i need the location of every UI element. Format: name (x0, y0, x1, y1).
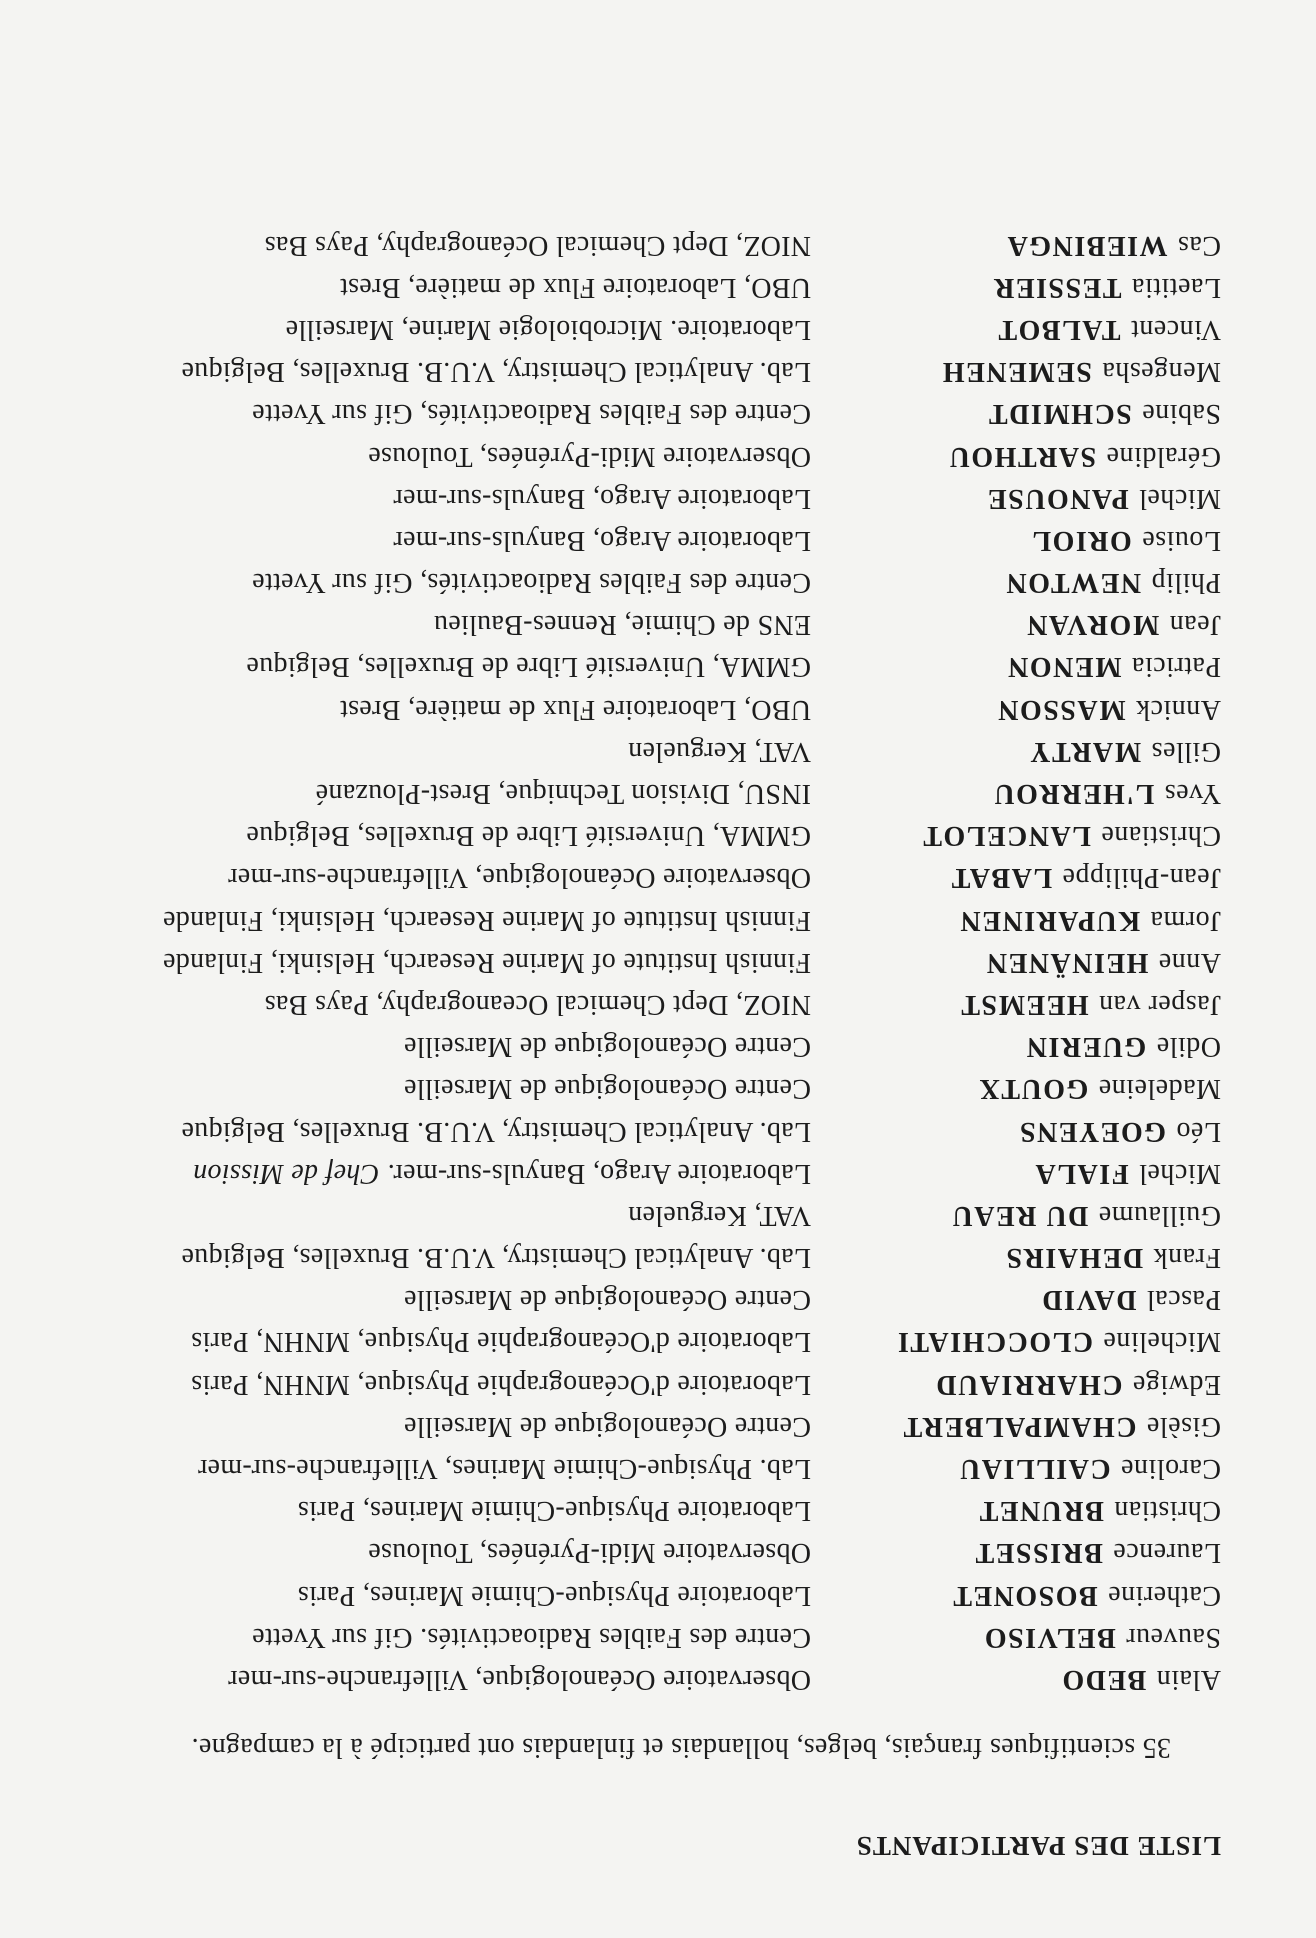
participant-affiliation (198, 1452, 811, 1484)
participant-affiliation-text: UBO, Laboratoire Flux de matière, Brest (339, 271, 811, 303)
participant-name (811, 1030, 1221, 1062)
participant-affiliation-text: Laboratoire Arago, Banyuls-sur-mer (393, 482, 811, 514)
participant-name (811, 1621, 1221, 1653)
participant-affiliation-text: INSU, Division Technique, Brest-Plouzané (315, 778, 811, 810)
participant-last-name: MARTY (1028, 735, 1142, 767)
participant-row (21, 1442, 1221, 1484)
participant-affiliation-text: Laboratoire. Microbiologie Marine, Marseille (285, 314, 811, 345)
participant-first-name: Caroline (1120, 1453, 1221, 1485)
participant-first-name: Jean (1169, 609, 1221, 641)
participant-affiliation (298, 1579, 811, 1611)
participant-affiliation (340, 693, 811, 725)
participant-last-name: BELVISO (983, 1621, 1116, 1653)
participant-first-name: Gisèle (1146, 1410, 1221, 1442)
participant-last-name: L'HERROU (992, 778, 1155, 810)
participant-affiliation (368, 1536, 811, 1568)
participant-affiliation (298, 1494, 811, 1526)
participant-affiliation-text: NIOZ, Dept Chemical Océanography, Pays Bas (264, 229, 811, 261)
participant-first-name: Madeleine (1098, 1073, 1221, 1105)
participant-affiliation (252, 566, 811, 598)
participant-name (811, 1494, 1221, 1526)
participant-first-name: Michel (1138, 1157, 1221, 1189)
participant-affiliation (228, 861, 811, 893)
participant-affiliation (181, 1115, 811, 1147)
participant-affiliation (252, 1621, 811, 1653)
participant-first-name: Sabine (1141, 398, 1221, 430)
participant-affiliation-text: Centre des Faibles Radioactivités. Gif sur Yvette (251, 1621, 811, 1653)
participant-first-name: Vincent (1130, 314, 1221, 345)
participant-row (21, 1568, 1221, 1610)
participant-row (21, 1358, 1221, 1400)
participant-last-name: HEEMST (959, 989, 1089, 1020)
participant-affiliation (404, 1410, 811, 1442)
participant-first-name: Laetitia (1131, 271, 1221, 303)
participant-affiliation-text: Laboratoire Physique-Chimie Marines, Paris (297, 1495, 811, 1527)
participant-affiliation-text: Observatoire Océanologique, Villefranche-sur-mer (227, 1664, 811, 1695)
participant-affiliation (252, 397, 811, 429)
participant-affiliation-text: Observatoire Midi-Pyrénées, Toulouse (367, 1537, 811, 1569)
participant-affiliation-text: Centre Océanologique de Marseille (403, 1031, 811, 1063)
participant-row (21, 1062, 1221, 1104)
participant-affiliation (193, 1157, 811, 1189)
participant-last-name: BRUNET (978, 1495, 1104, 1527)
participant-affiliation-text: Centre des Faibles Radioactivités, Gif sur Yvette (251, 567, 811, 599)
participant-row (21, 472, 1221, 514)
participant-first-name: Anne (1158, 946, 1221, 978)
participant-row (21, 556, 1221, 598)
participant-row (21, 683, 1221, 725)
page-title: LISTE DES PARTICIPANTS (855, 1831, 1221, 1861)
participant-last-name: TESSIER (992, 271, 1122, 303)
participant-name (811, 1368, 1221, 1400)
participant-first-name: Alain (1156, 1664, 1221, 1695)
participant-row (21, 261, 1221, 303)
participant-first-name: Patricia (1131, 651, 1221, 683)
participant-name (811, 819, 1221, 851)
participant-first-name: Catherine (1107, 1579, 1221, 1611)
participant-last-name: TALBOT (996, 314, 1121, 345)
participant-name (811, 1326, 1221, 1358)
participant-last-name: SCHMIDT (987, 398, 1132, 430)
participant-affiliation (246, 651, 811, 683)
participant-row (21, 1273, 1221, 1315)
participant-name (811, 397, 1221, 429)
participant-row (21, 514, 1221, 556)
participant-name (811, 271, 1221, 303)
participant-last-name: BRISSET (974, 1537, 1103, 1569)
participant-row (21, 767, 1221, 809)
participant-first-name: Philip (1151, 567, 1221, 599)
participant-affiliation-text: Observatoire Océanologique, Villefranche-sur-mer (227, 862, 811, 894)
participant-name (811, 608, 1221, 640)
participant-last-name: MENON (1006, 651, 1122, 683)
participant-affiliation (191, 1368, 811, 1400)
intro-paragraph: 35 scientifiques français, belges, hollandais et finlandais ont participé à la campagne. (191, 1732, 1171, 1763)
participant-row (21, 1526, 1221, 1568)
participant-last-name: BEDO (1060, 1664, 1147, 1695)
participant-first-name: Jorma (1150, 904, 1221, 936)
participant-first-name: Christiane (1100, 820, 1221, 852)
participant-affiliation-text: Laboratoire d'Océanographie Physique, MNHN, Paris (190, 1368, 811, 1400)
participant-affiliation-text: GMMA, Université Libre de Bruxelles, Belgique (246, 820, 811, 852)
participant-row (21, 1484, 1221, 1526)
participant-last-name: CLOCCHIATI (896, 1326, 1093, 1358)
participant-affiliation-text: Centre Océanologique de Marseille (403, 1284, 811, 1316)
participant-first-name: Odile (1156, 1031, 1221, 1063)
participant-last-name: BOSONET (951, 1579, 1098, 1611)
participant-name (811, 904, 1221, 936)
participant-first-name: Annick (1135, 693, 1221, 725)
participant-affiliation-text: Laboratoire Arago, Banyuls-sur-mer (393, 524, 811, 556)
participant-row (21, 725, 1221, 767)
participant-last-name: DEHAIRS (1005, 1242, 1144, 1274)
participant-last-name: MASSON (996, 693, 1126, 725)
participant-row (21, 851, 1221, 893)
participant-row (21, 218, 1221, 260)
participant-name (811, 693, 1221, 725)
participant-last-name: LANCELOT (921, 820, 1091, 852)
participant-affiliation-text: NIOZ, Dept Chemical Oceanography, Pays Bas (264, 989, 811, 1020)
participant-affiliation-text: Finnish Institute of Marine Research, Helsinki, Finlande (162, 904, 811, 936)
participant-first-name: Pascal (1146, 1284, 1221, 1316)
participant-last-name: CHARRIAUD (934, 1368, 1123, 1400)
participant-row (21, 809, 1221, 851)
participant-row (21, 978, 1221, 1020)
participant-affiliation (404, 1072, 811, 1104)
participant-first-name: Jean-Philippe (1062, 862, 1221, 894)
participant-affiliation-text: Laboratoire Physique-Chimie Marines, Paris (297, 1579, 811, 1611)
participant-row (21, 1189, 1221, 1231)
participant-first-name: Michel (1138, 482, 1221, 514)
participant-row (21, 429, 1221, 471)
participant-affiliation-text: ENS de Chimie, Rennes-Baulieu (433, 609, 811, 641)
participant-name (811, 1536, 1221, 1568)
participant-affiliation (628, 1199, 811, 1231)
participant-name (811, 735, 1221, 767)
participant-affiliation-text: Centre des Faibles Radioactivités, Gif sur Yvette (251, 398, 811, 430)
participant-name (811, 355, 1221, 387)
participant-affiliation (315, 777, 811, 809)
participant-row (21, 1147, 1221, 1189)
participant-last-name: PANOUSE (986, 482, 1129, 514)
participant-affiliation (246, 819, 811, 851)
participant-affiliation (404, 1283, 811, 1315)
participant-first-name: Géraldine (1106, 440, 1221, 472)
participant-last-name: MORVAN (1025, 609, 1160, 641)
participant-name (811, 1115, 1221, 1147)
participant-last-name: LABAT (950, 862, 1053, 894)
participant-last-name: WIEBINGA (1006, 229, 1168, 261)
participant-last-name: SARTHOU (948, 440, 1097, 472)
participant-affiliation (285, 313, 811, 345)
participant-affiliation-text: Lab. Analytical Chemistry, V.U.B. Bruxelles, Belgique (181, 1242, 811, 1274)
participant-affiliation-text: Finnish Institute of Marine Research, Helsinki, Finlande (162, 946, 811, 978)
participant-name (811, 1072, 1221, 1104)
participant-affiliation (340, 271, 811, 303)
participant-name (811, 1283, 1221, 1315)
participant-name (811, 1157, 1221, 1189)
participant-affiliation (163, 946, 811, 978)
participant-row (21, 1104, 1221, 1146)
participant-first-name: Jasper van (1098, 989, 1221, 1020)
participant-affiliation-text: Laboratoire d'Océanographie Physique, MNHN, Paris (190, 1326, 811, 1358)
participant-last-name: GOEYENS (1018, 1115, 1166, 1147)
participant-last-name: ORIOL (1030, 524, 1132, 556)
participant-name (811, 1579, 1221, 1611)
participant-row (21, 893, 1221, 935)
participant-name (811, 313, 1221, 345)
participant-first-name: Sauveur (1125, 1621, 1221, 1653)
participant-last-name: NEWTON (1005, 567, 1142, 599)
participant-name (811, 229, 1221, 261)
participant-name (811, 482, 1221, 514)
participant-name (811, 566, 1221, 598)
participant-name (811, 1452, 1221, 1484)
participant-affiliation-text: Lab. Analytical Chemistry, V.U.B. Bruxelles, Belgique (181, 1115, 811, 1147)
participant-name (811, 777, 1221, 809)
participant-row (21, 387, 1221, 429)
participant-list (21, 218, 1221, 1695)
participant-name (811, 651, 1221, 683)
participant-affiliation (191, 1326, 811, 1358)
participant-affiliation-text: GMMA, Université Libre de Bruxelles, Belgique (246, 651, 811, 683)
participant-first-name: Micheline (1102, 1326, 1221, 1358)
participant-affiliation (228, 1663, 811, 1695)
participant-name (811, 1410, 1221, 1442)
participant-affiliation-text: Lab. Physique-Chimie Marines, Villefranche-sur-mer (197, 1453, 811, 1485)
participant-affiliation (393, 482, 811, 514)
participant-affiliation-text: VAT, Kerguelen (627, 1199, 811, 1231)
participant-affiliation (264, 229, 811, 261)
participant-first-name: Cas (1177, 229, 1221, 261)
participant-affiliation (163, 904, 811, 936)
participant-name (811, 1663, 1221, 1695)
participant-row (21, 1653, 1221, 1695)
participant-role: Chef de Mission (192, 1157, 380, 1189)
participant-last-name: KUPARINEN (959, 904, 1141, 936)
participant-first-name: Edwige (1132, 1368, 1221, 1400)
participant-affiliation (181, 1241, 811, 1273)
participant-first-name: Christian (1113, 1495, 1221, 1527)
participant-row (21, 1231, 1221, 1273)
participant-name (811, 861, 1221, 893)
participant-first-name: Louise (1141, 524, 1221, 556)
participant-row (21, 1400, 1221, 1442)
participant-row (21, 303, 1221, 345)
participant-name (811, 988, 1221, 1020)
participant-affiliation-text: VAT, Kerguelen (627, 735, 811, 767)
participant-affiliation-text: Laboratoire Arago, Banyuls-sur-mer. (387, 1157, 811, 1189)
participant-row (21, 1020, 1221, 1062)
participant-affiliation (181, 355, 811, 387)
participant-name (811, 1199, 1221, 1231)
participant-affiliation (393, 524, 811, 556)
participant-last-name: CAILLIAU (958, 1453, 1111, 1485)
participant-affiliation-text: Centre Océanologique de Marseille (403, 1410, 811, 1442)
participant-name (811, 1241, 1221, 1273)
participant-affiliation-text: Lab. Analytical Chemistry, V.U.B. Bruxelles, Belgique (181, 356, 811, 388)
participant-row (21, 1611, 1221, 1653)
participant-last-name: SEMENEH (941, 356, 1092, 388)
participant-first-name: Léo (1175, 1115, 1221, 1147)
participant-last-name: DAVID (1040, 1284, 1137, 1316)
participant-row (21, 936, 1221, 978)
participant-last-name: CHAMPALBERT (902, 1410, 1137, 1442)
participant-row (21, 345, 1221, 387)
participant-name (811, 524, 1221, 556)
participant-affiliation (368, 440, 811, 472)
participant-affiliation (434, 608, 811, 640)
participant-last-name: HEINÄNEN (985, 946, 1149, 978)
participant-affiliation-text: Centre Océanologique de Marseille (403, 1073, 811, 1105)
participant-row (21, 1315, 1221, 1357)
participant-first-name: Yves (1164, 778, 1221, 810)
participant-affiliation (628, 735, 811, 767)
participant-first-name: Gilles (1151, 735, 1221, 767)
participant-name (811, 946, 1221, 978)
participant-last-name: DU REAU (951, 1199, 1089, 1231)
participant-first-name: Guillaume (1098, 1199, 1221, 1231)
participant-affiliation-text: UBO, Laboratoire Flux de matière, Brest (339, 693, 811, 725)
participant-affiliation-text: Observatoire Midi-Pyrénées, Toulouse (367, 440, 811, 472)
participant-affiliation (404, 1030, 811, 1062)
participant-first-name: Mengesha (1101, 356, 1221, 388)
participant-first-name: Laurence (1112, 1537, 1221, 1569)
participant-last-name: GOUTX (978, 1073, 1089, 1105)
participant-last-name: FIALA (1034, 1157, 1129, 1189)
participant-first-name: Frank (1153, 1242, 1221, 1274)
participant-affiliation (264, 988, 811, 1020)
participant-last-name: GUERIN (1025, 1031, 1147, 1063)
participant-name (811, 440, 1221, 472)
participant-row (21, 598, 1221, 640)
participant-row (21, 640, 1221, 682)
